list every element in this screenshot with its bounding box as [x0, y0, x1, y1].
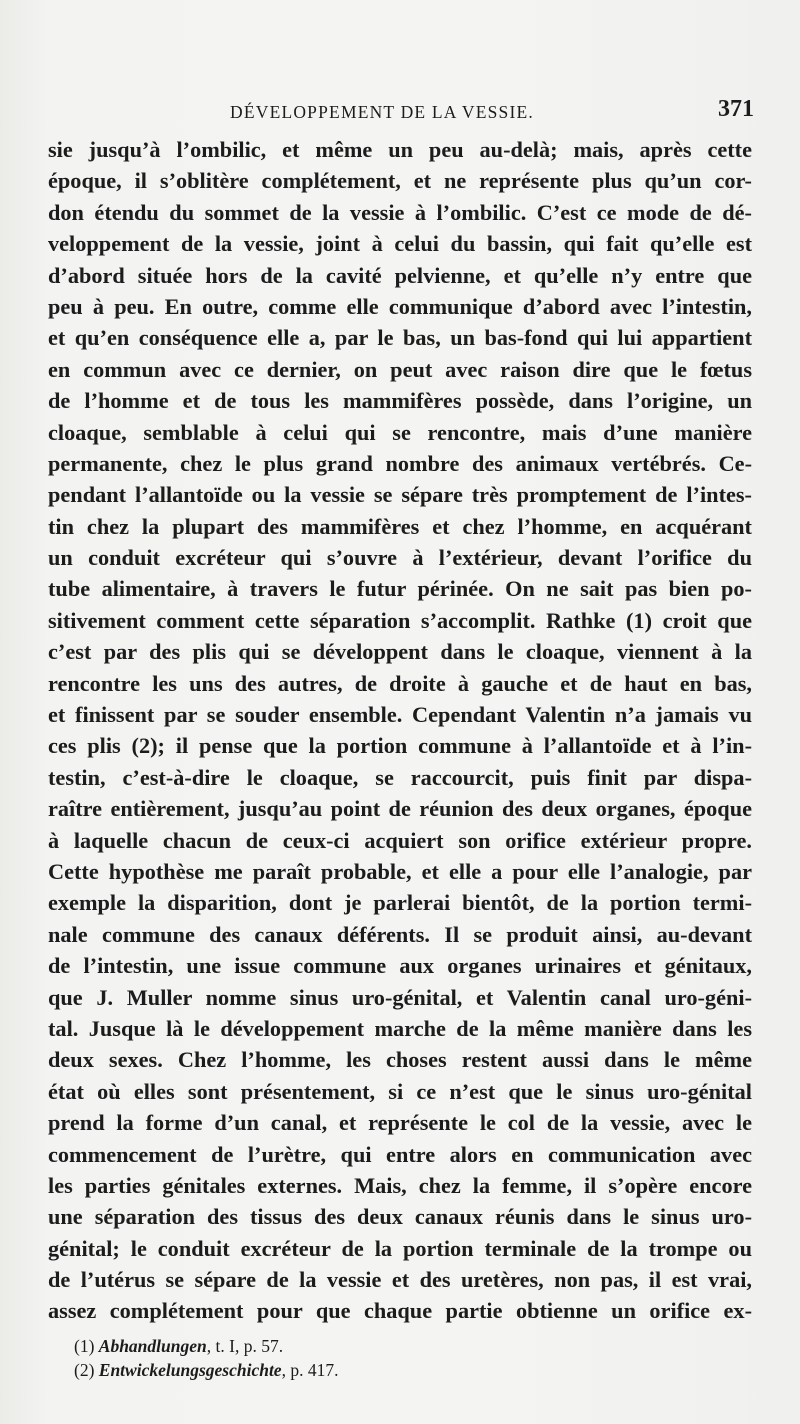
- page-number: 371: [718, 96, 754, 122]
- text-line: sie jusqu’à l’ombilic, et même un peu au-delà; mais, après cette: [48, 137, 752, 162]
- text-line: tal. Jusque là le développement marche de la même manière dans les: [48, 1015, 752, 1041]
- text-line: prend la forme d’un canal, et représente le col de la vessie, avec le: [48, 1110, 752, 1136]
- footnote-reference: , p. 417.: [281, 1360, 339, 1380]
- footnote: [74, 1334, 594, 1358]
- text-line: de l’utérus se sépare de la vessie et des uretères, non pas, il est vrai,: [48, 1267, 752, 1293]
- text-line: un conduit excréteur qui s’ouvre à l’extérieur, devant l’orifice du: [48, 545, 752, 571]
- text-line: en commun avec ce dernier, on peut avec raison dire que le fœtus: [48, 356, 752, 382]
- running-title: DÉVELOPPEMENT DE LA VESSIE.: [230, 102, 534, 122]
- text-line: à laquelle chacun de ceux-ci acquiert son orifice extérieur propre.: [48, 827, 752, 853]
- text-line: que J. Muller nomme sinus uro-génital, et Valentin canal uro-géni-: [48, 984, 752, 1010]
- text-line: nale commune des canaux déférents. Il se produit ainsi, au-devant: [48, 921, 752, 947]
- text-line: permanente, chez le plus grand nombre des animaux vertébrés. Ce-: [48, 450, 752, 476]
- text-line: de l’homme et de tous les mammifères possède, dans l’origine, un: [48, 388, 752, 414]
- text-line: Cette hypothèse me paraît probable, et elle a pour elle l’analogie, par: [48, 858, 752, 884]
- text-line: raître entièrement, jusqu’au point de réunion des deux organes, époque: [48, 796, 752, 822]
- text-line: peu à peu. En outre, comme elle communique d’abord avec l’intestin,: [48, 293, 752, 319]
- page-header: [212, 96, 754, 130]
- footnote-number: (1): [74, 1336, 95, 1356]
- text-line: de l’intestin, une issue commune aux organes urinaires et génitaux,: [48, 953, 752, 979]
- text-line: d’abord située hors de la cavité pelvienne, et qu’elle n’y entre que: [48, 262, 752, 288]
- text-line: ces plis (2); il pense que la portion commune à l’allantoïde et à l’in-: [48, 733, 752, 759]
- text-line: deux sexes. Chez l’homme, les choses restent aussi dans le même: [48, 1047, 752, 1073]
- footnote: [74, 1358, 594, 1382]
- text-line: tube alimentaire, à travers le futur périnée. On ne sait pas bien po-: [48, 576, 752, 602]
- text-line: c’est par des plis qui se développent dans le cloaque, viennent à la: [48, 639, 752, 665]
- text-line: génital; le conduit excréteur de la portion terminale de la trompe ou: [48, 1235, 752, 1261]
- text-line: une séparation des tissus des deux canaux réunis dans le sinus uro-: [48, 1204, 752, 1230]
- text-line: époque, il s’oblitère complétement, et ne représente plus qu’un cor-: [48, 168, 752, 194]
- text-line: et finissent par se souder ensemble. Cependant Valentin n’a jamais vu: [48, 702, 752, 728]
- text-line: tin chez la plupart des mammifères et chez l’homme, en acquérant: [48, 513, 752, 539]
- text-line: veloppement de la vessie, joint à celui du bassin, qui fait qu’elle est: [48, 231, 752, 257]
- footnotes: [74, 1334, 594, 1382]
- text-line: pendant l’allantoïde ou la vessie se sépare très promptement de l’intes-: [48, 482, 752, 508]
- footnote-title: Abhandlungen: [98, 1336, 207, 1356]
- text-line: assez complétement pour que chaque partie obtienne un orifice ex-: [48, 1298, 752, 1324]
- text-line: état où elles sont présentement, si ce n’est que le sinus uro-génital: [48, 1078, 752, 1104]
- footnote-title: Entwickelungsgeschichte: [98, 1360, 282, 1380]
- text-line: don étendu du sommet de la vessie à l’ombilic. C’est ce mode de dé-: [48, 199, 752, 225]
- text-line: sitivement comment cette séparation s’accomplit. Rathke (1) croit que: [48, 607, 752, 633]
- text-line: les parties génitales externes. Mais, chez la femme, il s’opère encore: [48, 1172, 752, 1198]
- text-line: commencement de l’urètre, qui entre alors en communication avec: [48, 1141, 752, 1167]
- text-line: exemple la disparition, dont je parlerai bientôt, de la portion termi-: [48, 890, 752, 916]
- footnote-number: (2): [74, 1360, 95, 1380]
- body-text: [48, 134, 752, 1327]
- text-line: cloaque, semblable à celui qui se rencontre, mais d’une manière: [48, 419, 752, 445]
- text-line: et qu’en conséquence elle a, par le bas, un bas-fond qui lui appartient: [48, 325, 752, 351]
- footnote-reference: , t. I, p. 57.: [206, 1336, 284, 1356]
- text-line: rencontre les uns des autres, de droite à gauche et de haut en bas,: [48, 670, 752, 696]
- text-line: testin, c’est-à-dire le cloaque, se raccourcit, puis finit par dispa-: [48, 764, 752, 790]
